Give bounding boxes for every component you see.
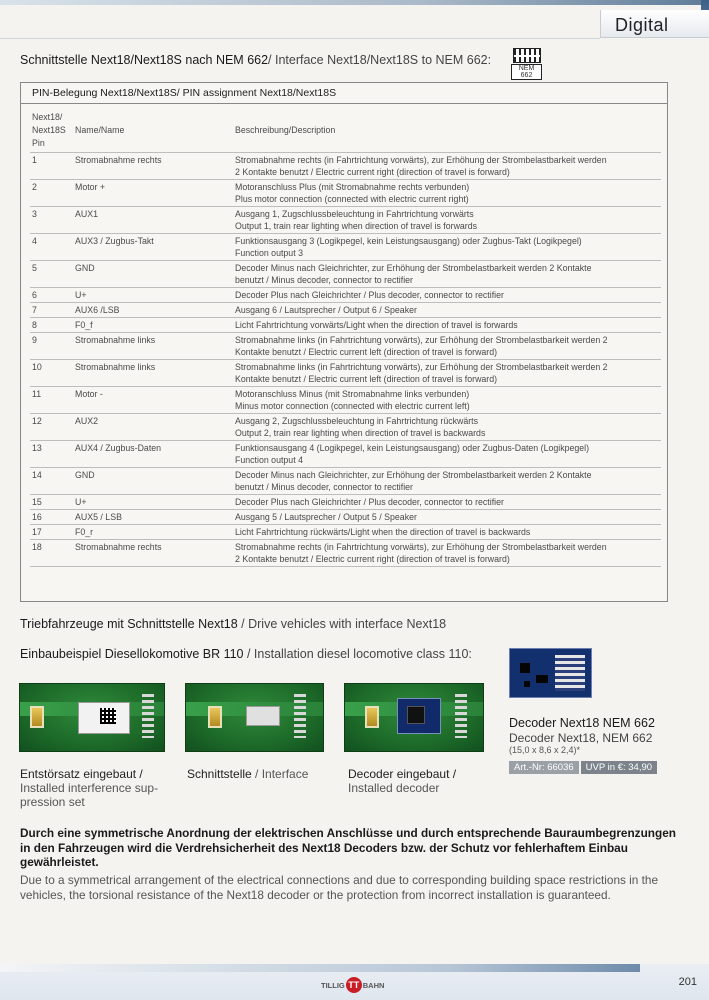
heading-translation: / Interface Next18/Next18S to NEM 662: bbox=[268, 53, 492, 67]
table-row bbox=[30, 288, 661, 303]
table-row bbox=[30, 510, 661, 525]
pin-number: 2 bbox=[30, 180, 73, 207]
table-row bbox=[30, 333, 661, 360]
heading-main: Schnittstelle Next18/Next18S nach NEM 662 bbox=[20, 53, 269, 67]
sub1-de: Triebfahrzeuge mit Schnittstelle Next18 bbox=[20, 617, 238, 631]
sub2-en: / Installation diesel locomotive class 110: bbox=[243, 647, 472, 661]
pin-name: Stromabnahme links bbox=[73, 333, 233, 360]
header-description-label: Beschreibung/Description bbox=[235, 125, 336, 135]
photo-pads bbox=[142, 694, 154, 738]
pin-description-line: Decoder Minus nach Gleichrichter, zur Erhöhung der Strombelastbarkeit werden 2 Kontakte bbox=[235, 470, 592, 480]
caption-interface-en: / Interface bbox=[251, 767, 309, 781]
qr-code-icon bbox=[100, 708, 116, 724]
pin-description-line: Motoranschluss Plus (mit Stromabnahme rechts verbunden) bbox=[235, 182, 470, 192]
pin-name: AUX4 / Zugbus-Daten bbox=[73, 441, 233, 468]
caption-interface-de: Schnittstelle bbox=[187, 767, 252, 781]
pin-description bbox=[233, 180, 661, 207]
pin-number: 7 bbox=[30, 303, 73, 318]
table-row bbox=[30, 414, 661, 441]
decoder-dimensions: (15,0 x 8,6 x 2,4)* bbox=[509, 745, 581, 755]
pin-number: 15 bbox=[30, 495, 73, 510]
pin-description-line: Stromabnahme rechts (in Fahrtrichtung vorwärts), zur Erhöhung der Strombelastbarkeit werden bbox=[235, 155, 607, 165]
top-gradient-bar bbox=[0, 0, 709, 5]
pin-box-title-de: PIN-Belegung Next18/Next18S bbox=[32, 87, 177, 99]
drive-vehicles-heading bbox=[20, 617, 446, 631]
pin-description-line: Function output 4 bbox=[235, 455, 303, 465]
decoder-chip bbox=[520, 663, 530, 673]
pin-description bbox=[233, 387, 661, 414]
caption-interference-en: Installed interference sup- bbox=[20, 781, 159, 795]
pin-description bbox=[233, 288, 661, 303]
pin-name: GND bbox=[73, 261, 233, 288]
pin-description-line: Kontakte benutzt / Electric current left (direction of travel is forward) bbox=[235, 374, 498, 384]
pin-description-line: Licht Fahrtrichtung rückwärts/Light when the direction of travel is backwards bbox=[235, 527, 531, 537]
caption-interface bbox=[187, 767, 308, 781]
pin-number: 8 bbox=[30, 318, 73, 333]
pin-description-line: Ausgang 2, Zugschlussbeleuchtung in Fahrtrichtung rückwärts bbox=[235, 416, 479, 426]
pin-description-line: Stromabnahme rechts (in Fahrtrichtung vorwärts), zur Erhöhung der Strombelastbarkeit werden bbox=[235, 542, 607, 552]
page-heading bbox=[20, 53, 491, 67]
photo-decoder-chip bbox=[407, 706, 425, 724]
photo-interface bbox=[185, 683, 324, 752]
pin-number: 10 bbox=[30, 360, 73, 387]
table-row bbox=[30, 318, 661, 333]
pin-number: 17 bbox=[30, 525, 73, 540]
pin-description-line: Stromabnahme links (in Fahrtrichtung vorwärts), zur Erhöhung der Strombelastbarkeit werden 2 bbox=[235, 362, 608, 372]
pin-description-line: Output 1, train rear lighting when direction of travel is forwards bbox=[235, 221, 478, 231]
photo-contact-left bbox=[208, 706, 222, 728]
paragraph-english: Due to a symmetrical arrangement of the electrical connections and due to corresponding building space restrictions in the vehicles, the torsional resistance of the Next18 decoder or the protection from incorrect installation is guaranteed. bbox=[20, 873, 659, 902]
table-row bbox=[30, 261, 661, 288]
pin-description bbox=[233, 495, 661, 510]
pin-table bbox=[30, 111, 661, 567]
pin-description-line: Output 2, train rear lighting when direction of travel is backwards bbox=[235, 428, 486, 438]
caption-decoder-de: Decoder eingebaut / bbox=[348, 767, 457, 781]
pin-name: AUX5 / LSB bbox=[73, 510, 233, 525]
pin-name: AUX6 /LSB bbox=[73, 303, 233, 318]
header-pin-line: Pin bbox=[32, 138, 45, 148]
pin-number: 4 bbox=[30, 234, 73, 261]
pin-number: 13 bbox=[30, 441, 73, 468]
decoder-pin-row bbox=[555, 655, 585, 691]
caption-decoder-en: Installed decoder bbox=[348, 781, 440, 795]
pin-number: 18 bbox=[30, 540, 73, 567]
header-pin-line: Next18/ bbox=[32, 112, 63, 122]
pin-description-line: Stromabnahme links (in Fahrtrichtung vorwärts), zur Erhöhung der Strombelastbarkeit werden 2 bbox=[235, 335, 608, 345]
page-number: 201 bbox=[678, 976, 697, 988]
table-row bbox=[30, 495, 661, 510]
pin-description-line: Motoranschluss Minus (mit Stromabnahme links verbunden) bbox=[235, 389, 470, 399]
pin-description-line: Ausgang 6 / Lautsprecher / Output 6 / Speaker bbox=[235, 305, 417, 315]
table-row bbox=[30, 180, 661, 207]
pin-description bbox=[233, 303, 661, 318]
photo-interference-suppression bbox=[19, 683, 165, 752]
pin-number: 6 bbox=[30, 288, 73, 303]
pin-description bbox=[233, 414, 661, 441]
pin-name: F0_f bbox=[73, 318, 233, 333]
pin-number: 14 bbox=[30, 468, 73, 495]
price-badge: UVP in €: 34,90 bbox=[581, 761, 657, 774]
table-row bbox=[30, 525, 661, 540]
pin-name: U+ bbox=[73, 495, 233, 510]
pin-number: 16 bbox=[30, 510, 73, 525]
pin-description-line: Decoder Plus nach Gleichrichter / Plus decoder, connector to rectifier bbox=[235, 497, 504, 507]
caption-decoder bbox=[348, 767, 456, 795]
pin-description-line: 2 Kontakte benutzt / Electric current right (direction of travel is forward) bbox=[235, 167, 510, 177]
header-name-label: Name/Name bbox=[75, 125, 125, 135]
pin-description bbox=[233, 468, 661, 495]
installation-heading bbox=[20, 647, 472, 661]
pin-name: Stromabnahme rechts bbox=[73, 540, 233, 567]
pin-number: 1 bbox=[30, 153, 73, 180]
pin-name: Stromabnahme links bbox=[73, 360, 233, 387]
pin-description-line: Funktionsausgang 4 (Logikpegel, kein Leistungsausgang) oder Zugbus-Daten (Logikpegel) bbox=[235, 443, 590, 453]
article-number-badge: Art.-Nr: 66036 bbox=[509, 761, 579, 774]
decoder-product-image bbox=[509, 648, 592, 698]
table-row bbox=[30, 441, 661, 468]
pin-description-line: Function output 3 bbox=[235, 248, 303, 258]
pin-description-line: Decoder Plus nach Gleichrichter / Plus decoder, connector to rectifier bbox=[235, 290, 504, 300]
pin-description-line: Funktionsausgang 3 (Logikpegel, kein Leistungsausgang) oder Zugbus-Takt (Logikpegel) bbox=[235, 236, 582, 246]
tillig-logo bbox=[321, 978, 384, 992]
decoder-chip bbox=[524, 681, 530, 687]
photo-contact-left bbox=[365, 706, 379, 728]
pin-description bbox=[233, 261, 661, 288]
pin-description-line: benutzt / Minus decoder, connector to rectifier bbox=[235, 275, 413, 285]
pin-number: 12 bbox=[30, 414, 73, 441]
table-row bbox=[30, 207, 661, 234]
pin-number: 5 bbox=[30, 261, 73, 288]
pin-description bbox=[233, 318, 661, 333]
pin-table-body bbox=[30, 153, 661, 567]
logo-text-right: BAHN bbox=[362, 980, 385, 990]
caption-interference-de: Entstörsatz eingebaut / bbox=[20, 767, 143, 781]
pin-description bbox=[233, 510, 661, 525]
pin-box-title-en: / PIN assignment Next18/Next18S bbox=[176, 87, 337, 99]
pin-number: 9 bbox=[30, 333, 73, 360]
pin-description bbox=[233, 333, 661, 360]
pin-description bbox=[233, 207, 661, 234]
pin-name: Motor - bbox=[73, 387, 233, 414]
header-name bbox=[73, 111, 233, 153]
table-row bbox=[30, 153, 661, 180]
photo-pads bbox=[455, 694, 467, 738]
pin-name: U+ bbox=[73, 288, 233, 303]
sub2-de: Einbaubeispiel Diesellokomotive BR 110 bbox=[20, 647, 244, 661]
header-divider bbox=[0, 38, 600, 39]
paragraph-german: Durch eine symmetrische Anordnung der elektrischen Anschlüsse und durch entsprechende Bauraumbegrenzungen in den Fahrzeugen wird die Verdrehsicherheit des Next18 Decoders bzw. der Schutz vor fehlerhaftem Einbau gewährleistet. bbox=[20, 826, 676, 869]
decoder-subtitle: Decoder Next18, NEM 662 bbox=[509, 731, 653, 745]
table-row bbox=[30, 303, 661, 318]
nem-connector-icon bbox=[511, 48, 542, 79]
pin-description bbox=[233, 153, 661, 180]
pin-name: Motor + bbox=[73, 180, 233, 207]
pin-number: 3 bbox=[30, 207, 73, 234]
decoder-price-row bbox=[509, 761, 657, 774]
pin-description-line: benutzt / Minus decoder, connector to rectifier bbox=[235, 482, 413, 492]
pin-description-line: Kontakte benutzt / Electric current left (direction of travel is forward) bbox=[235, 347, 498, 357]
pin-description bbox=[233, 441, 661, 468]
decoder-title: Decoder Next18 NEM 662 bbox=[509, 716, 655, 730]
pin-description bbox=[233, 525, 661, 540]
pin-box-title bbox=[21, 83, 667, 104]
photo-decoder-installed bbox=[344, 683, 484, 752]
pin-description-line: Minus motor connection (connected with electric current left) bbox=[235, 401, 470, 411]
logo-text-left: TILLIG bbox=[321, 980, 345, 990]
table-row bbox=[30, 468, 661, 495]
caption-interference bbox=[20, 767, 158, 809]
decoder-chip bbox=[536, 675, 548, 683]
pin-description-line: Licht Fahrtrichtung vorwärts/Light when the direction of travel is forwards bbox=[235, 320, 518, 330]
pin-name: GND bbox=[73, 468, 233, 495]
page-footer bbox=[0, 964, 709, 1000]
nem-icon-label: NEM 662 bbox=[511, 64, 542, 80]
pin-number: 11 bbox=[30, 387, 73, 414]
pin-table-header bbox=[30, 111, 661, 153]
pin-description-line: Plus motor connection (connected with electric current right) bbox=[235, 194, 469, 204]
table-row bbox=[30, 234, 661, 261]
connector-plug-icon bbox=[513, 48, 541, 63]
caption-interference-en-2: pression set bbox=[20, 795, 85, 809]
pin-name: AUX1 bbox=[73, 207, 233, 234]
pin-description bbox=[233, 234, 661, 261]
pin-description-line: 2 Kontakte benutzt / Electric current right (direction of travel is forward) bbox=[235, 554, 510, 564]
section-tab: Digital bbox=[600, 10, 709, 38]
pin-name: Stromabnahme rechts bbox=[73, 153, 233, 180]
logo-mark: TT bbox=[346, 977, 362, 993]
table-row bbox=[30, 540, 661, 567]
pin-description-line: Decoder Minus nach Gleichrichter, zur Erhöhung der Strombelastbarkeit werden 2 Kontakte bbox=[235, 263, 592, 273]
pin-description-line: Ausgang 5 / Lautsprecher / Output 5 / Speaker bbox=[235, 512, 417, 522]
pin-description-line: Ausgang 1, Zugschlussbeleuchtung in Fahrtrichtung vorwärts bbox=[235, 209, 474, 219]
sub1-en: / Drive vehicles with interface Next18 bbox=[237, 617, 447, 631]
photo-pads bbox=[294, 694, 306, 738]
pin-name: AUX2 bbox=[73, 414, 233, 441]
pin-name: F0_r bbox=[73, 525, 233, 540]
footer-stripe bbox=[0, 964, 640, 972]
header-description bbox=[233, 111, 661, 153]
pin-description bbox=[233, 540, 661, 567]
table-row bbox=[30, 360, 661, 387]
table-row bbox=[30, 387, 661, 414]
pin-name: AUX3 / Zugbus-Takt bbox=[73, 234, 233, 261]
photo-contact-left bbox=[30, 706, 44, 728]
pin-description bbox=[233, 360, 661, 387]
header-pin bbox=[30, 111, 73, 153]
header-pin-line: Next18S bbox=[32, 125, 66, 135]
photo-connector bbox=[246, 706, 280, 726]
